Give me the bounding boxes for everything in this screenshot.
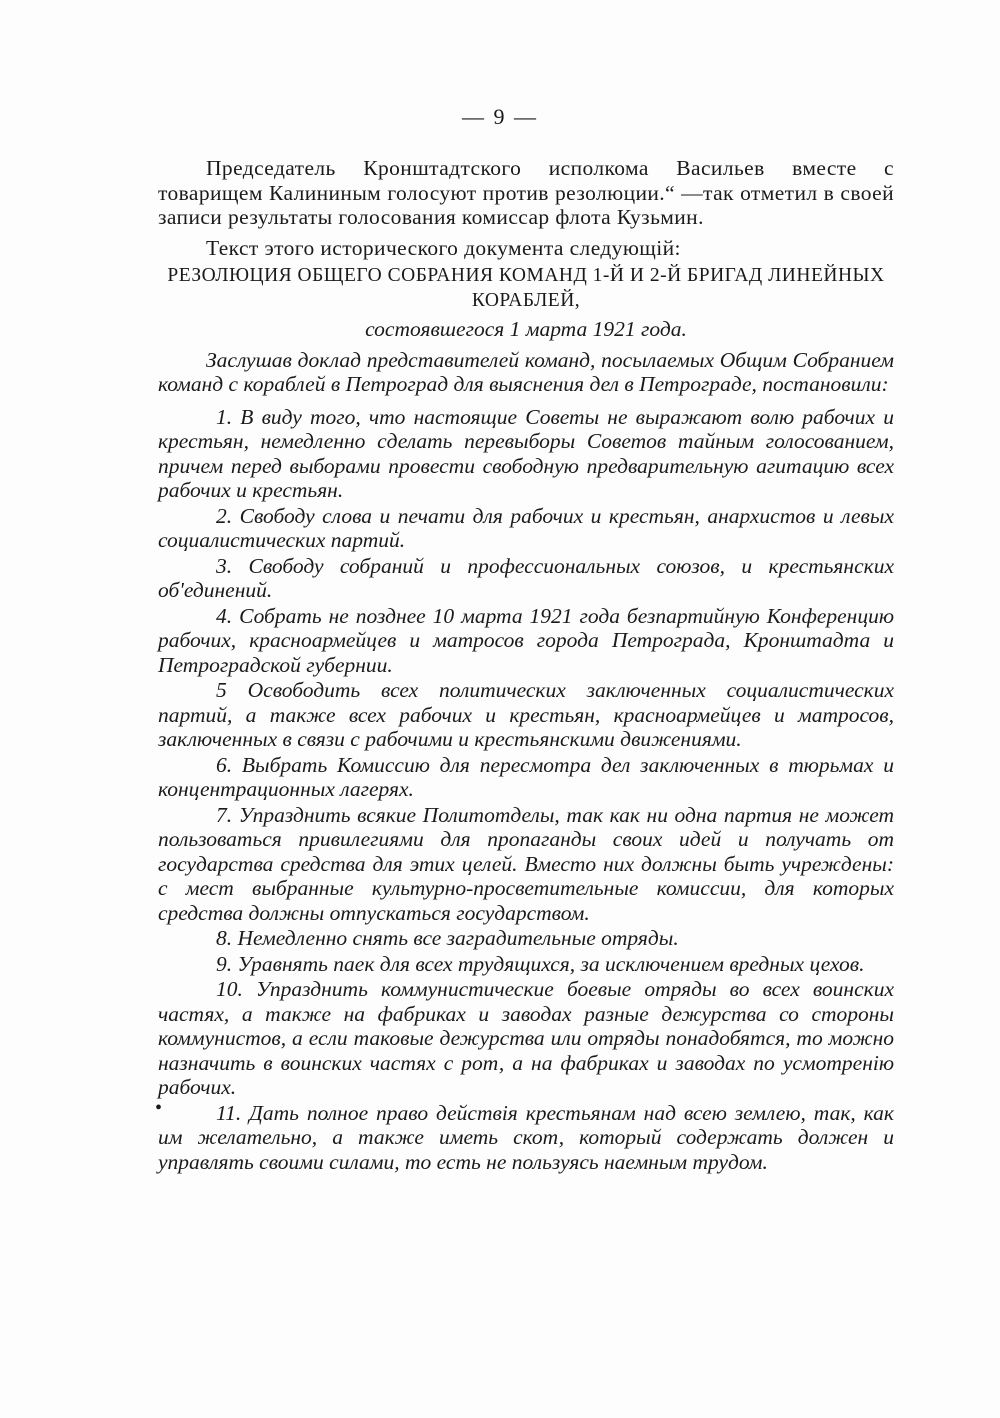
resolution-heading: РЕЗОЛЮЦИЯ ОБЩЕГО СОБРАНИЯ КОМАНД 1-Й И 2-Й БРИГАД ЛИНЕЙНЫХ КОРАБЛЕЙ, xyxy=(167,265,885,311)
resolution-item-4: 4. Собрать не позднее 10 марта 1921 года безпартийную Конференцию рабочих, красноармейцев и матросов города Петрограда, Кронштадта и Петроградской губернии. xyxy=(158,603,894,677)
resolution-item-3: 3. Свободу собраний и профессиональных союзов, и крестьянских об'единений. xyxy=(158,553,894,602)
resolution-item-1: 1. В виду того, что настоящие Советы не выражают волю рабочих и крестьян, немедленно сделать перевыборы Советов тайным голосованием, причем перед выборами провести свободную предварительную агитацию всех рабочих и крестьян. xyxy=(158,404,894,502)
resolution-item-7: 7. Упразднить всякие Политотделы, так как ни одна партия не может пользоваться привилегиями для пропаганды своих идей и получать от государства средства для этих целей. Вместо них должны быть учреждены: с мест выбранные культурно-просветительные комиссии, для которых средства должны отпускаться государством. xyxy=(158,802,894,925)
document-body xyxy=(155,156,894,1174)
resolution-item-5: 5 Освободить всех политических заключенных социалистических партий, а также всех рабочих и крестьян, красноармейцев и матросов, заключенных в связи с рабочими и крестьянскими движениями. xyxy=(158,678,894,751)
resolution-item-9: 9. Уравнять паек для всех трудящихся, за исключением вредных цехов. xyxy=(216,951,865,976)
resolution-item-2: 2. Свободу слова и печати для рабочих и крестьян, анархистов и левых социалистических партий. xyxy=(158,503,894,552)
resolution-item-8: 8. Немедленно снять все заградительные отряды. xyxy=(216,926,679,950)
resolution-item-6: 6. Выбрать Комиссию для пересмотра дел заключенных в тюрьмах и концентрационных лагерях. xyxy=(158,752,894,801)
resolution-item-11: 11. Дать полное право действія крестьянам над всею землею, так, как им желательно, а также иметь скот, который содержать должен и управлять своими силами, то есть не пользуясь наемным трудом. xyxy=(158,1100,894,1174)
resolution-preamble: Заслушав доклад представителей команд, посылаемых Общим Собранием команд с кораблей в Петроград для выяснения дел в Петрограде, постановили: xyxy=(158,347,894,396)
page-number: — 9 — xyxy=(462,104,538,129)
ink-speck-mark: • xyxy=(155,1096,163,1119)
resolution-item-11-wrap xyxy=(155,1096,894,1175)
resolution-dateline: состоявшегося 1 марта 1921 года. xyxy=(365,317,687,341)
resolution-item-10: 10. Упразднить коммунистические боевые отряды во всех воинских частях, а также на фабриках и заводах разные дежурства со стороны коммунистов, а если таковые дежурства или отряды понадобятся, то можно назначить в воинских частях с рот, а на фабриках и заводах по усмотренію рабочих. xyxy=(158,977,894,1099)
intro-paragraph-1: Председатель Кронштадтского исполкома Васильев вместе с товарищем Калининым голосуют против резолюции.“ —так отметил в своей записи результаты голосования комиссар флота Кузьмин. xyxy=(158,156,894,229)
intro-paragraph-2: Текст этого исторического документа следующій: xyxy=(206,235,681,260)
